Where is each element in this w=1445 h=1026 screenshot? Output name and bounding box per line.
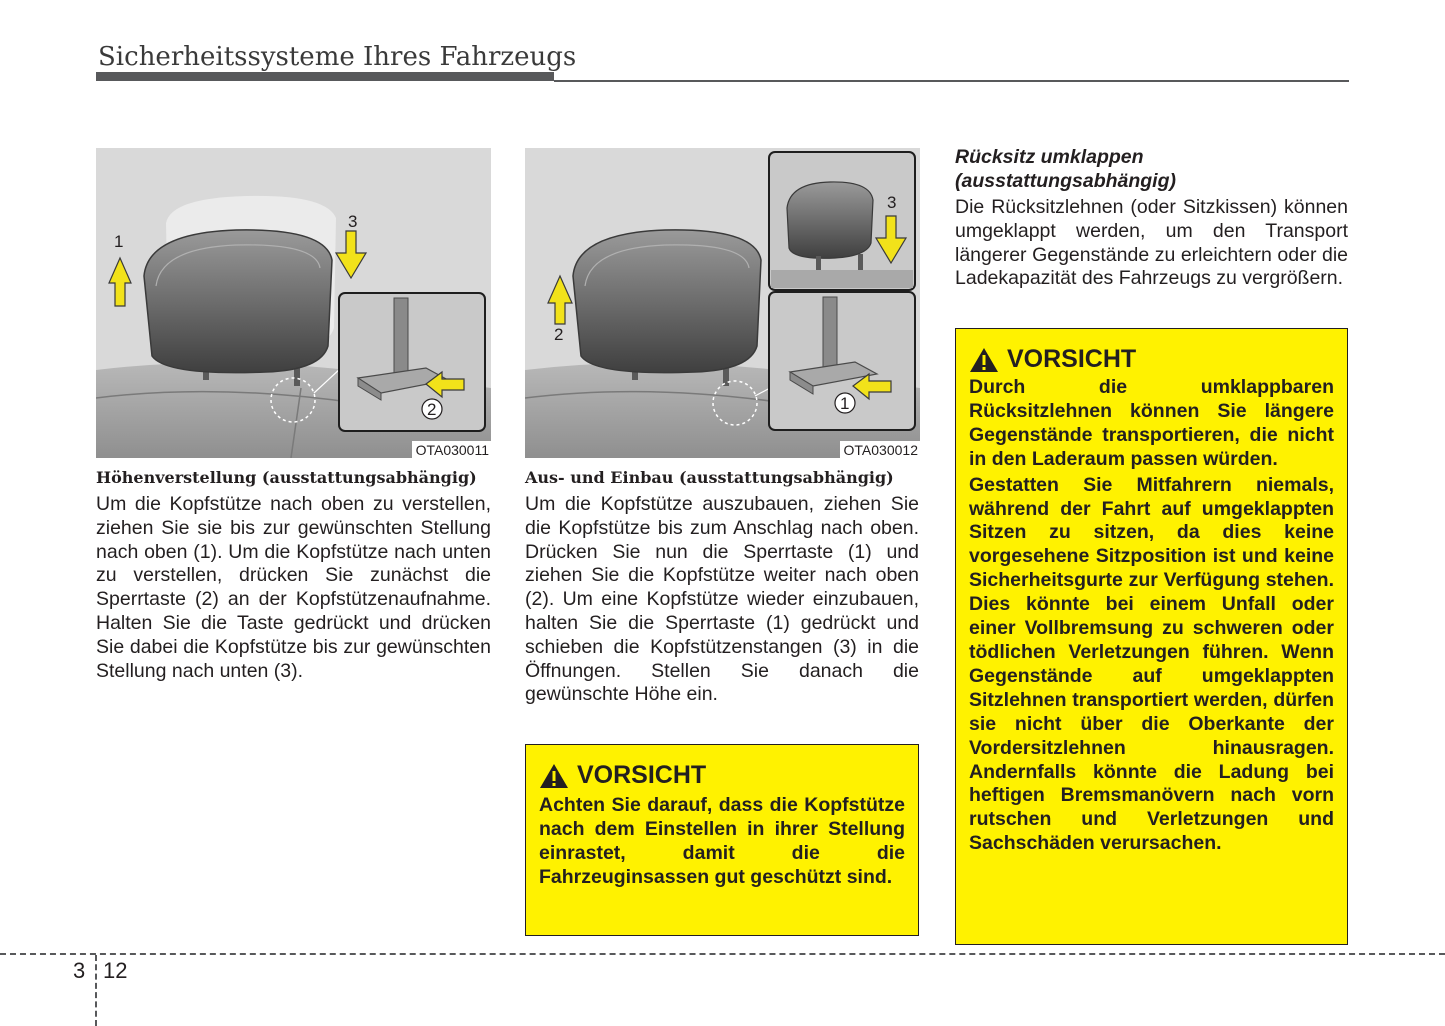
footer-chapter-number: 3 — [73, 958, 86, 983]
figure-label: 1 — [840, 394, 850, 413]
footer-divider — [0, 953, 1445, 955]
caution-box-headrest — [525, 744, 919, 936]
page-header-title: Sicherheitssysteme Ihres Fahrzeugs — [98, 42, 577, 72]
footer-page-number: 12 — [103, 958, 128, 983]
caption-removal-installation: Aus- und Einbau (ausstattungsabhängig) — [525, 468, 894, 487]
caution-heading — [969, 345, 1334, 374]
figure-label: 1 — [114, 232, 124, 251]
caution-paragraph: Gestatten Sie Mitfahrern niemals, während der Fahrt auf umgeklappten Sitzen zu sitzen, da dies keine vorgesehene Sitzposition ist und keine Sicherheitsgurte zur Verfügung stehen. Dies könnte bei einem Unfall oder einer Vollbremsung zu schweren oder tödlichen Verletzungen führen. Wenn Gegenstände auf umgeklappten Sitzlehnen transportiert werden, dürfen sie nicht über die Oberkante der Vordersitzlehnen hinausragen. Andernfalls könnte die Ladung bei heftigen Bremsmanövern nach vorn rutschen und Verletzungen und Sachschäden verursachen. — [969, 473, 1334, 855]
caution-paragraph: Durch die umklappbaren Rücksitzlehnen können Sie längere Gegenstände transportieren, die nicht in den Laderaum passen würden. — [969, 376, 1334, 470]
caution-paragraph: Achten Sie darauf, dass die Kopfstütze nach dem Einstellen in ihrer Stellung einrastet, damit die die Fahrzeuginsassen gut geschützt sind. — [539, 794, 905, 888]
body-text-removal-installation: Um die Kopfstütze auszubauen, ziehen Sie die Kopfstütze bis zum Anschlag nach oben. Drücken Sie nun die Sperrtaste (1) und ziehen Sie die Kopfstütze weiter nach oben (2). Um eine Kopfstütze wieder einzubauen, halten Sie die Sperrtaste (1) gedrückt und schieben die Kopfstützenstangen (3) in die Öffnungen. Stellen Sie danach die gewünschte Höhe ein. — [525, 493, 919, 706]
header-rule-thin — [554, 80, 1349, 82]
caution-box-rear-seat — [955, 328, 1348, 945]
body-text-rear-seat: Die Rücksitzlehnen (oder Sitzkissen) können umgeklappt werden, um den Transport längerer Gegenstände zu erleichtern oder die Ladekapazität des Fahrzeugs zu vergrößern. — [955, 196, 1348, 290]
figure-removal-installation — [525, 148, 920, 458]
caution-title: VORSICHT — [1007, 345, 1137, 373]
figure-label: 2 — [427, 400, 437, 419]
section-title-line: Rücksitz umklappen — [955, 146, 1144, 168]
figure-label: 2 — [554, 325, 564, 344]
section-title-rear-seat — [955, 145, 1176, 193]
warning-triangle-icon — [969, 347, 999, 373]
figure-code: OTA030011 — [412, 441, 491, 458]
footer-divider-vertical — [95, 955, 97, 1026]
figure-label: 3 — [887, 193, 897, 212]
body-text-height-adjustment: Um die Kopfstütze nach oben zu verstellen, ziehen Sie sie bis zur gewünschten Stellung nach oben (1). Um die Kopfstütze nach unten zu verstellen, drücken Sie zunächst die Sperrtaste (2) an der Kopfstützenaufnahme. Halten Sie die Taste gedrückt und drücken Sie dabei die Kopfstütze bis zur gewünschten Stellung nach unten (3). — [96, 493, 491, 682]
caution-heading — [539, 761, 905, 790]
warning-triangle-icon — [539, 763, 569, 789]
figure-code: OTA030012 — [840, 441, 920, 458]
caption-height-adjustment: Höhenverstellung (ausstattungsabhängig) — [96, 468, 477, 487]
header-rule-thick — [96, 72, 554, 81]
figure-label: 3 — [348, 212, 358, 231]
figure-height-adjustment — [96, 148, 491, 458]
caution-title: VORSICHT — [577, 761, 707, 789]
section-title-line: (ausstattungsabhängig) — [955, 170, 1177, 192]
